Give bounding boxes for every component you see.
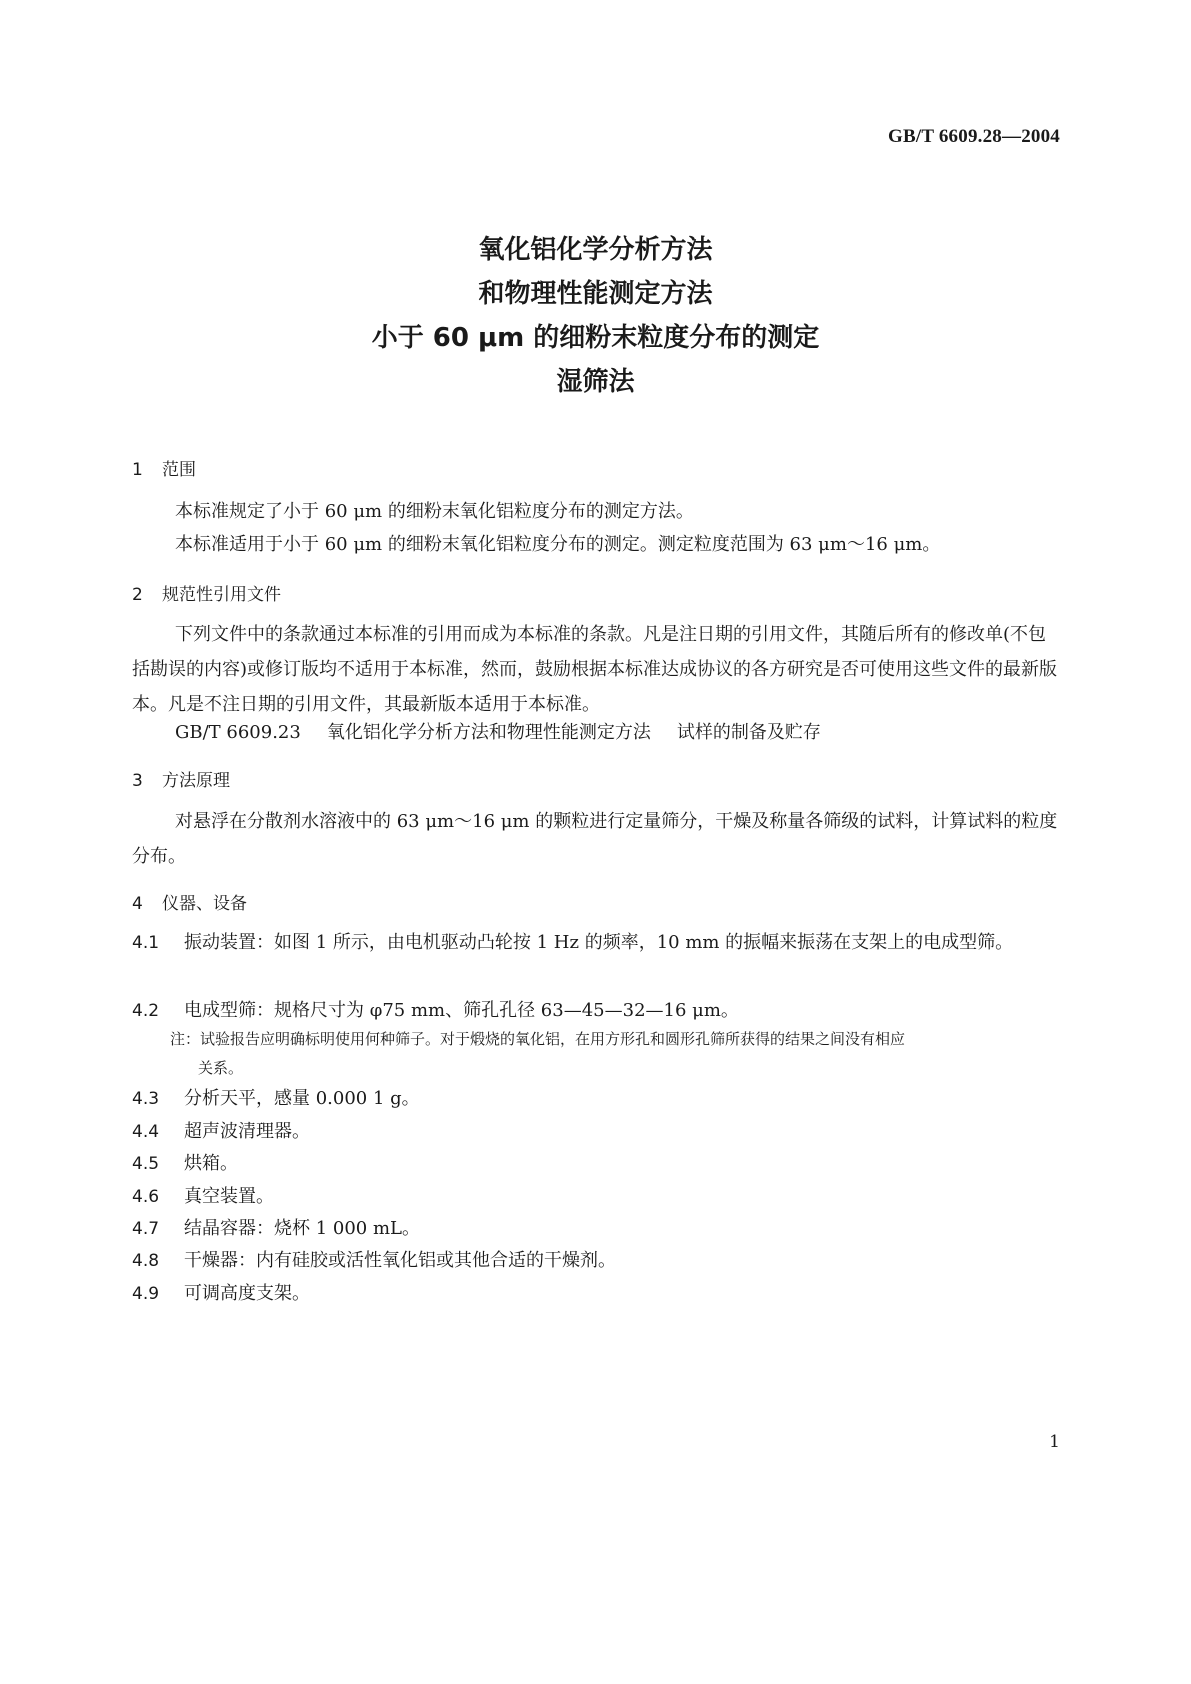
clause-4-5 — [132, 1147, 1060, 1181]
clause-4-1 — [132, 926, 1060, 960]
clause-4-2 — [132, 994, 1060, 1028]
clause-text: 烘箱。 — [184, 1153, 238, 1174]
clause-text: 结晶容器：烧杯 1 000 mL。 — [184, 1218, 420, 1239]
principle-paragraph: 对悬浮在分散剂水溶液中的 63 μm～16 μm 的颗粒进行定量筛分，干燥及称量各筛级的试料，计算试料的粒度分布。 — [132, 811, 1058, 867]
clause-text: 可调高度支架。 — [184, 1283, 310, 1304]
title-line-4: 湿筛法 — [556, 367, 635, 397]
section-title: 范围 — [162, 460, 196, 480]
clause-number: 4.3 — [132, 1089, 160, 1109]
section-title: 规范性引用文件 — [162, 585, 281, 605]
clause-number: 4.9 — [132, 1284, 160, 1304]
section-heading-equipment — [132, 889, 247, 914]
note-line-1: 注：试验报告应明确标明使用何种筛子。对于煅烧的氧化铝，在用方形孔和圆形孔筛所获得的结果之间没有相应 — [170, 1030, 906, 1048]
reference-code: GB/T 6609.23 — [175, 722, 301, 743]
clause-number: 4.2 — [132, 1001, 160, 1021]
clause-4-3 — [132, 1082, 1060, 1116]
section-number: 3 — [132, 771, 143, 791]
clause-number: 4.6 — [132, 1187, 160, 1207]
clause-number: 4.8 — [132, 1251, 160, 1271]
clause-number: 4.1 — [132, 933, 160, 953]
section-title: 仪器、设备 — [162, 894, 247, 914]
clause-number: 4.5 — [132, 1154, 160, 1174]
title-line-1: 氧化铝化学分析方法 — [478, 235, 713, 265]
section-heading-principle — [132, 766, 230, 791]
normative-reference — [175, 718, 821, 744]
clause-text: 电成型筛：规格尺寸为 φ75 mm、筛孔孔径 63—45—32—16 μm。 — [184, 1000, 739, 1021]
section-heading-scope — [132, 455, 196, 480]
reference-subtitle: 试样的制备及贮存 — [676, 722, 821, 743]
clause-text: 干燥器：内有硅胶或活性氧化铝或其他合适的干燥剂。 — [184, 1250, 616, 1271]
clause-text: 振动装置：如图 1 所示，由电机驱动凸轮按 1 Hz 的频率，10 mm 的振幅来振荡在支架上的电成型筛。 — [184, 932, 1014, 953]
scope-paragraph-2: 本标准适用于小于 60 μm 的细粉末氧化铝粒度分布的测定。测定粒度范围为 63 μm～16 μm。 — [175, 534, 941, 555]
section-title: 方法原理 — [162, 771, 230, 791]
section-number: 2 — [132, 585, 143, 605]
document-title — [0, 228, 1191, 404]
clause-note — [170, 1025, 1060, 1083]
clause-number: 4.7 — [132, 1219, 160, 1239]
clause-text: 超声波清理器。 — [184, 1121, 310, 1142]
clause-4-6 — [132, 1180, 1060, 1214]
normative-paragraph: 下列文件中的条款通过本标准的引用而成为本标准的条款。凡是注日期的引用文件，其随后所有的修改单(不包括勘误的内容)或修订版均不适用于本标准，然而，鼓励根据本标准达成协议的各方研究是否可使用这些文件的最新版本。凡是不注日期的引用文件，其最新版本适用于本标准。 — [132, 624, 1058, 715]
section-heading-normative — [132, 580, 281, 605]
standard-number: GB/T 6609.28—2004 — [888, 126, 1060, 147]
section-number: 1 — [132, 460, 143, 480]
clause-4-7 — [132, 1212, 1060, 1246]
clause-number: 4.4 — [132, 1122, 160, 1142]
title-line-3: 小于 60 μm 的细粉末粒度分布的测定 — [371, 323, 820, 353]
title-line-2: 和物理性能测定方法 — [478, 279, 713, 309]
clause-text: 分析天平，感量 0.000 1 g。 — [184, 1088, 420, 1109]
note-line-2: 关系。 — [198, 1059, 244, 1077]
reference-title: 氧化铝化学分析方法和物理性能测定方法 — [326, 722, 651, 743]
clause-4-4 — [132, 1115, 1060, 1149]
scope-paragraph-1: 本标准规定了小于 60 μm 的细粉末氧化铝粒度分布的测定方法。 — [175, 501, 694, 522]
clause-text: 真空装置。 — [184, 1186, 274, 1207]
clause-4-9 — [132, 1277, 1060, 1311]
page-number: 1 — [1049, 1432, 1060, 1452]
section-number: 4 — [132, 894, 143, 914]
clause-4-8 — [132, 1244, 1060, 1278]
